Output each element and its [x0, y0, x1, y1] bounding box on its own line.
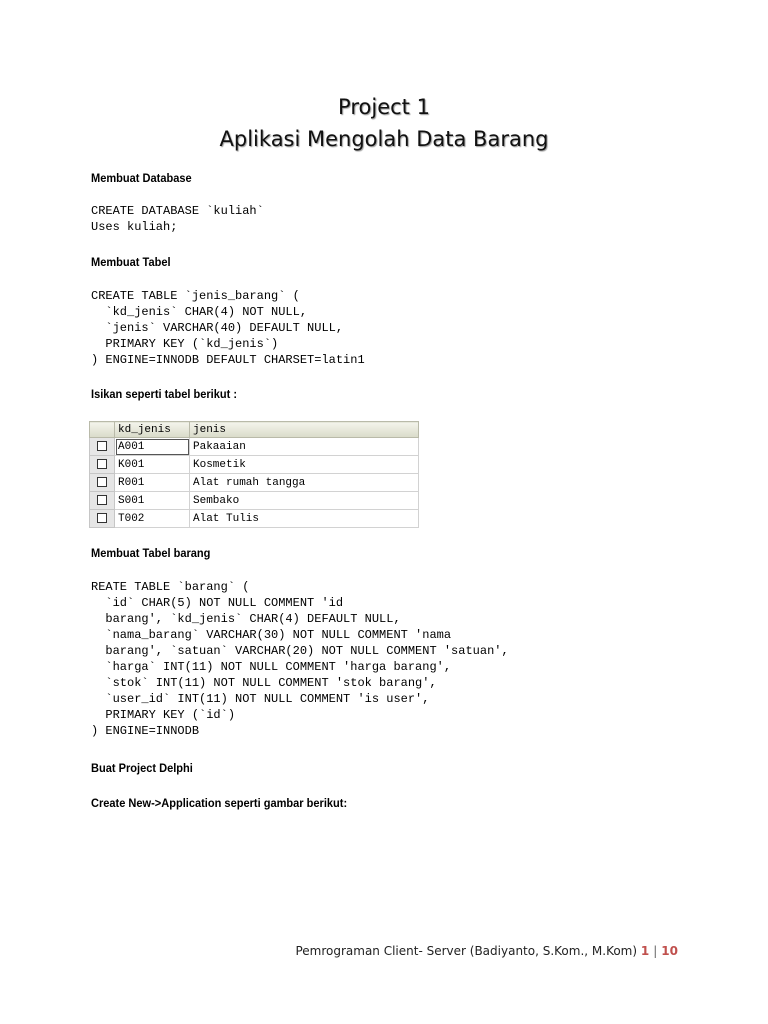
- page-total: 10: [661, 944, 678, 958]
- code-line: ) ENGINE=INNODB: [91, 724, 200, 738]
- checkbox-icon: [97, 459, 107, 469]
- cell-jenis[interactable]: Kosmetik: [190, 456, 419, 474]
- row-checkbox[interactable]: [90, 492, 115, 510]
- code-line: `stok` INT(11) NOT NULL COMMENT 'stok barang',: [91, 676, 437, 690]
- row-checkbox[interactable]: [90, 456, 115, 474]
- column-header-kd-jenis[interactable]: kd_jenis: [115, 422, 190, 438]
- page-title-line-1: Project 1: [338, 95, 430, 119]
- code-line: `harga` INT(11) NOT NULL COMMENT 'harga barang',: [91, 660, 452, 674]
- code-line: CREATE TABLE `jenis_barang` (: [91, 289, 300, 303]
- table-row[interactable]: [90, 438, 419, 456]
- heading-membuat-database: Membuat Database: [91, 171, 192, 185]
- code-line: PRIMARY KEY (`kd_jenis`): [91, 337, 279, 351]
- row-checkbox[interactable]: [90, 438, 115, 456]
- code-line: `nama_barang` VARCHAR(30) NOT NULL COMMENT 'nama: [91, 628, 452, 642]
- page-title-line-2: Aplikasi Mengolah Data Barang: [219, 127, 549, 151]
- cell-kd-jenis[interactable]: K001: [115, 456, 190, 474]
- heading-membuat-tabel: Membuat Tabel: [91, 255, 171, 269]
- code-line: `kd_jenis` CHAR(4) NOT NULL,: [91, 305, 308, 319]
- code-create-table-barang: [91, 579, 509, 739]
- grid-corner: [90, 422, 115, 438]
- checkbox-icon: [97, 495, 107, 505]
- cell-kd-jenis[interactable]: R001: [115, 474, 190, 492]
- page-footer: [295, 944, 678, 958]
- code-line: barang', `kd_jenis` CHAR(4) DEFAULT NULL,: [91, 612, 401, 626]
- code-line: `id` CHAR(5) NOT NULL COMMENT 'id: [91, 596, 344, 610]
- code-line: ) ENGINE=INNODB DEFAULT CHARSET=latin1: [91, 353, 365, 367]
- code-line: REATE TABLE `barang` (: [91, 580, 250, 594]
- code-line: Uses kuliah;: [91, 220, 178, 234]
- heading-isikan-tabel: Isikan seperti tabel berikut :: [91, 387, 238, 401]
- code-line: `jenis` VARCHAR(40) DEFAULT NULL,: [91, 321, 344, 335]
- footer-separator: |: [653, 944, 658, 958]
- cell-kd-jenis[interactable]: S001: [115, 492, 190, 510]
- column-header-jenis[interactable]: jenis: [190, 422, 419, 438]
- code-line: PRIMARY KEY (`id`): [91, 708, 236, 722]
- footer-text: Pemrograman Client- Server (Badiyanto, S.Kom., M.Kom): [295, 944, 638, 958]
- code-create-table-jenis: [91, 288, 365, 368]
- cell-kd-jenis[interactable]: A001: [115, 438, 190, 456]
- cell-jenis[interactable]: Pakaaian: [190, 438, 419, 456]
- table-row[interactable]: [90, 474, 419, 492]
- checkbox-icon: [97, 513, 107, 523]
- heading-buat-project-delphi: Buat Project Delphi: [91, 761, 193, 775]
- code-line: CREATE DATABASE `kuliah`: [91, 204, 264, 218]
- cell-jenis[interactable]: Alat rumah tangga: [190, 474, 419, 492]
- cell-jenis[interactable]: Sembako: [190, 492, 419, 510]
- row-checkbox[interactable]: [90, 474, 115, 492]
- jenis-barang-grid: [89, 421, 419, 528]
- checkbox-icon: [97, 477, 107, 487]
- page-number: 1: [640, 944, 650, 958]
- table-row[interactable]: [90, 492, 419, 510]
- code-line: `user_id` INT(11) NOT NULL COMMENT 'is user',: [91, 692, 430, 706]
- code-create-database: [91, 203, 264, 235]
- cell-kd-jenis[interactable]: T002: [115, 510, 190, 528]
- code-line: barang', `satuan` VARCHAR(20) NOT NULL COMMENT 'satuan',: [91, 644, 509, 658]
- heading-create-new-application: Create New->Application seperti gambar berikut:: [91, 796, 348, 810]
- grid-header-row: [90, 422, 419, 438]
- table-row[interactable]: [90, 510, 419, 528]
- checkbox-icon: [97, 441, 107, 451]
- cell-jenis[interactable]: Alat Tulis: [190, 510, 419, 528]
- table-row[interactable]: [90, 456, 419, 474]
- row-checkbox[interactable]: [90, 510, 115, 528]
- heading-membuat-tabel-barang: Membuat Tabel barang: [91, 546, 211, 560]
